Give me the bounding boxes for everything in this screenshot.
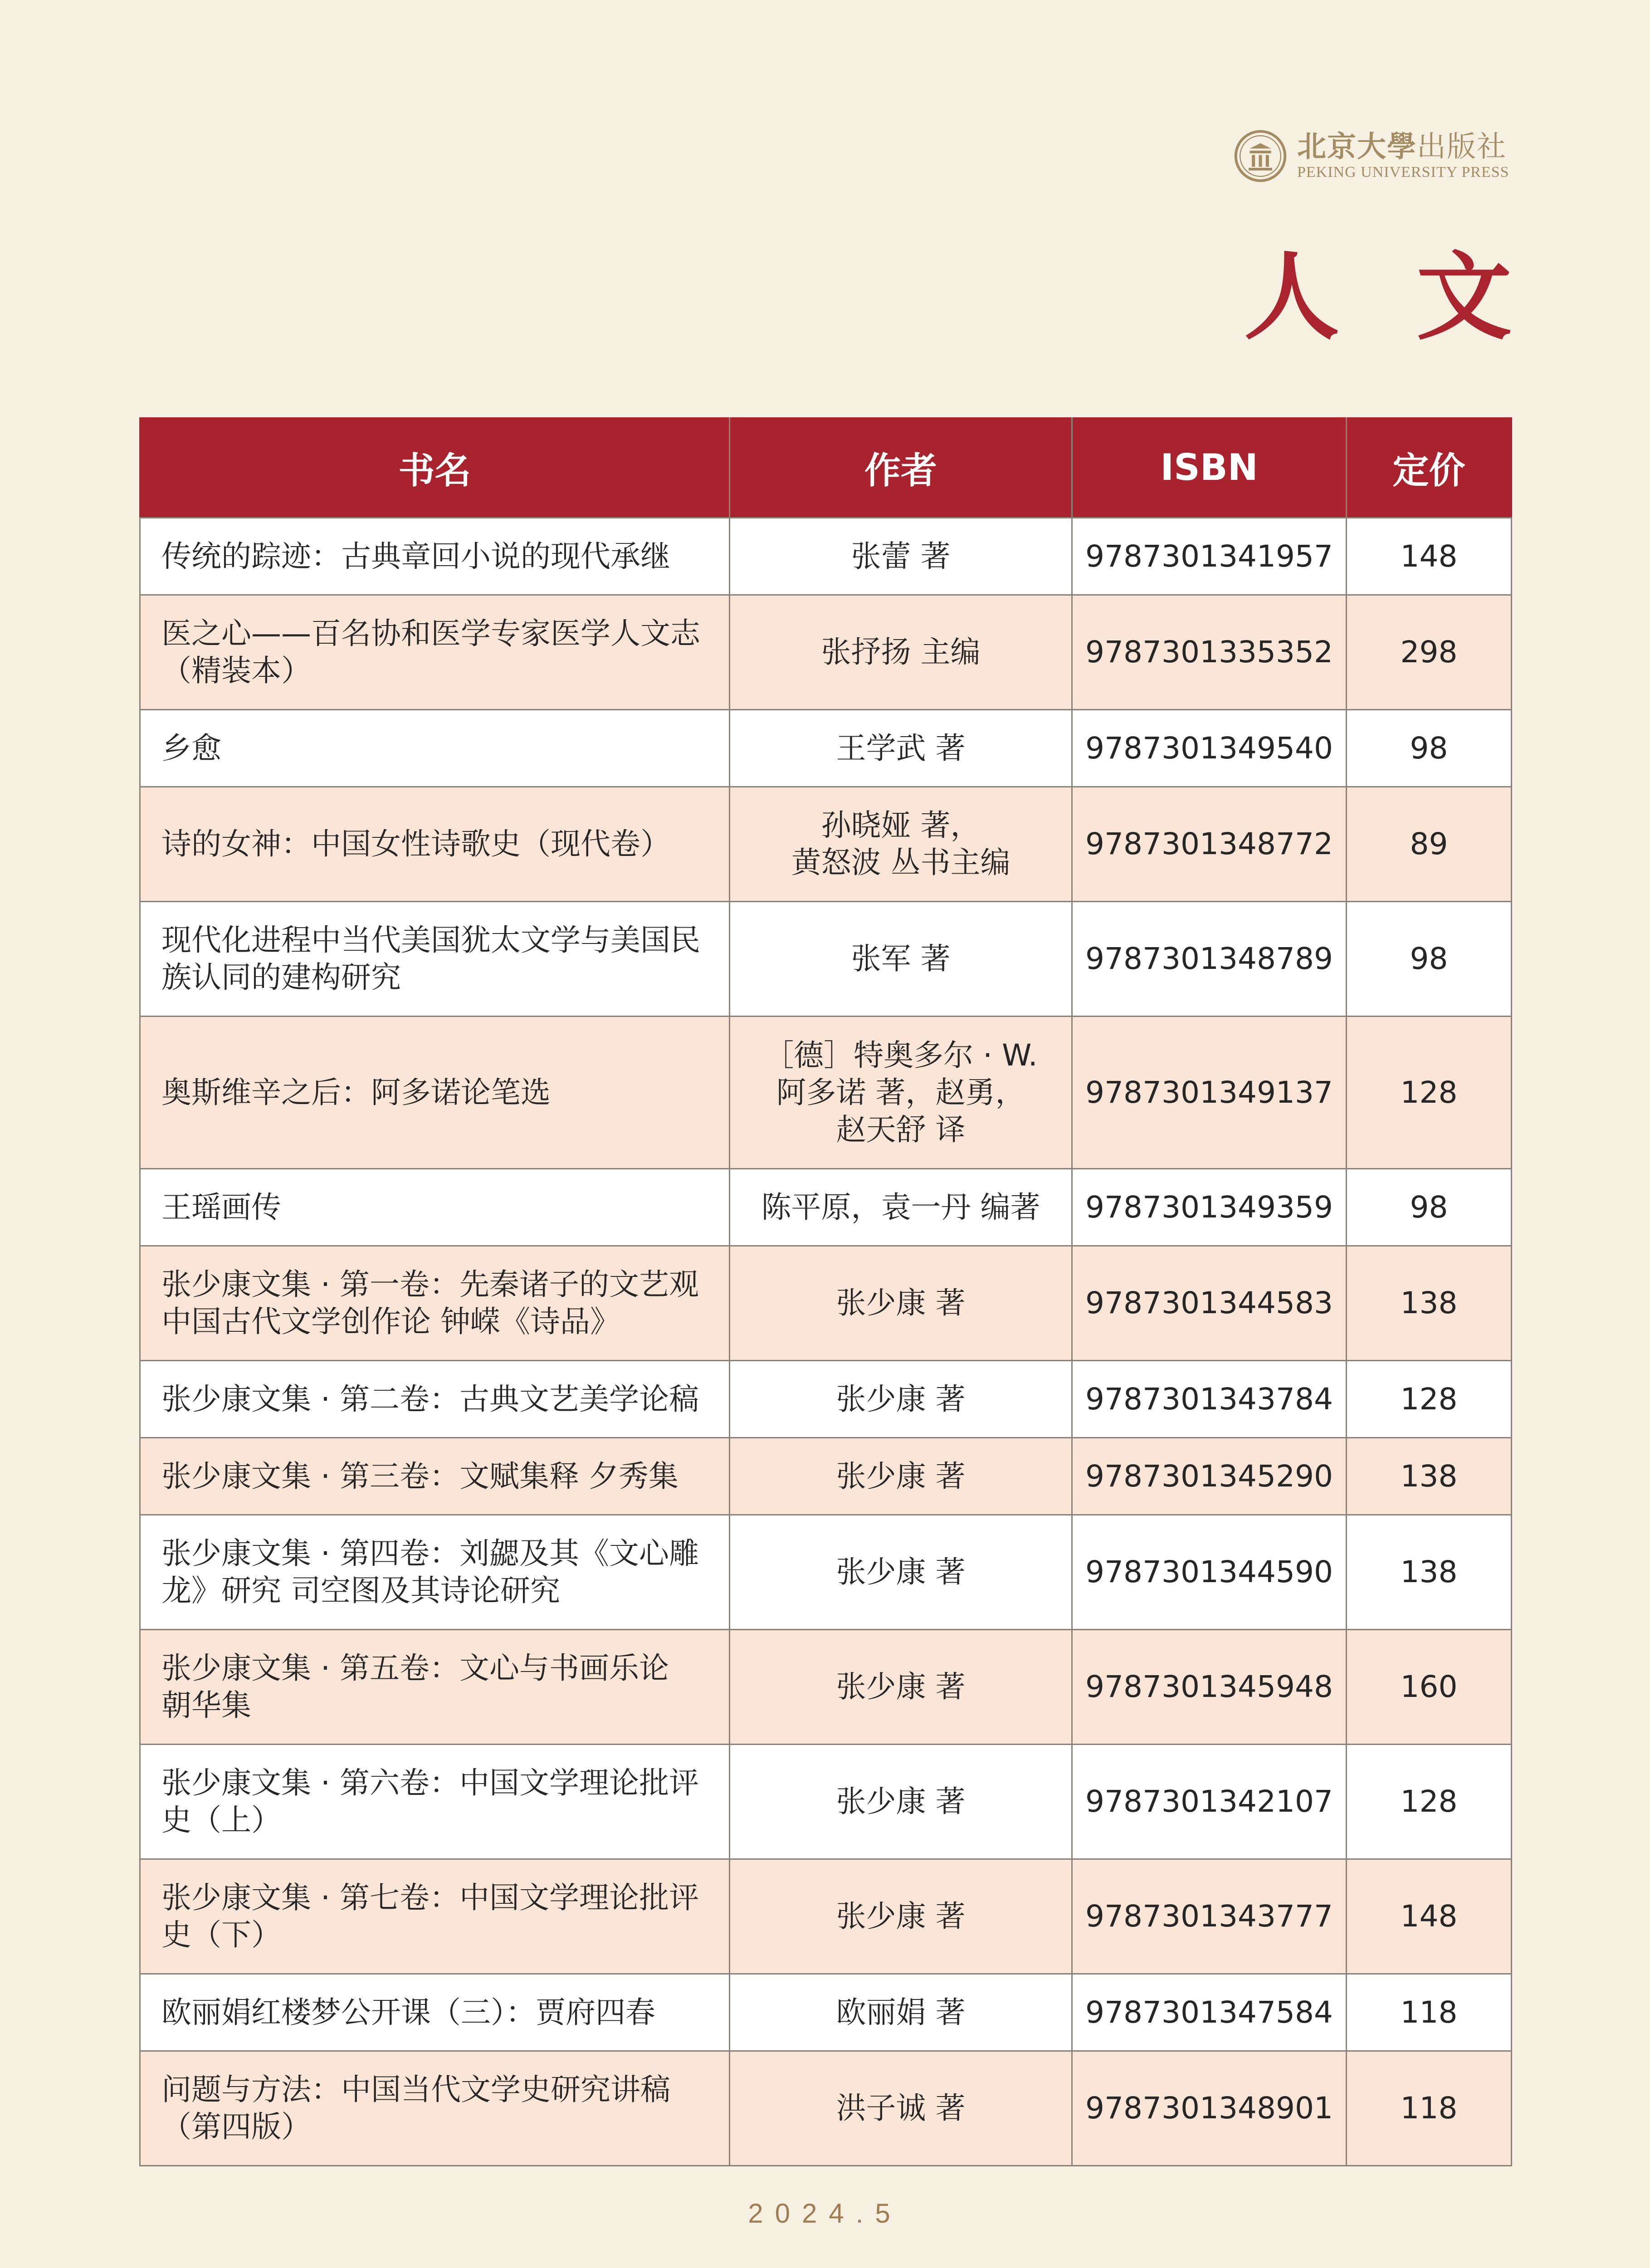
book-title-cell [140,1859,730,1974]
author-cell-line: 张少康 著 [836,1554,966,1589]
table-row [140,1630,1512,1745]
table-body [140,518,1512,2166]
book-title-cell-line: 龙》研究 司空图及其诗论研究 [161,1573,560,1608]
book-title-cell-line: 史（下） [161,1917,281,1952]
table-row [140,710,1512,787]
book-title-cell [140,1630,730,1745]
book-title-cell-line: （第四版） [161,2109,311,2144]
book-list-table [139,417,1512,2166]
author-cell-line: 张蕾 著 [851,538,951,574]
author-cell [730,902,1072,1017]
isbn-cell: 9787301335352 [1072,595,1347,710]
table-row [140,2051,1512,2166]
price-cell: 98 [1347,710,1512,787]
book-title-cell-line: 奥斯维辛之后：阿多诺论笔选 [161,1075,551,1110]
book-title-cell [140,595,730,710]
price-cell: 148 [1347,518,1512,595]
author-cell [730,2051,1072,2166]
publisher-logo [1234,129,1509,183]
section-title: 人文 [1244,241,1589,353]
author-cell-line: 王学武 著 [836,730,966,766]
author-cell-line: 张少康 著 [836,1899,966,1934]
price-cell: 148 [1347,1859,1512,1974]
isbn-cell: 9787301347584 [1072,1974,1347,2051]
table-row [140,595,1512,710]
book-title-cell-line: 中国古代文学创作论 钟嵘《诗品》 [161,1304,620,1339]
publisher-name-en: PEKING UNIVERSITY PRESS [1297,164,1509,181]
price-cell: 160 [1347,1630,1512,1745]
price-cell: 118 [1347,1974,1512,2051]
isbn-cell: 9787301349137 [1072,1017,1347,1169]
author-cell [730,787,1072,902]
book-title-cell [140,1438,730,1515]
author-cell-line: 黄怒波 丛书主编 [791,845,1011,880]
price-cell: 98 [1347,1169,1512,1246]
header-author: 作者 [730,417,1072,518]
author-cell-line: 阿多诺 著，赵勇， [776,1075,1025,1110]
isbn-cell: 9787301344590 [1072,1515,1347,1630]
book-title-cell-line: 欧丽娟红楼梦公开课（三）：贾府四春 [161,1994,655,2030]
price-cell: 138 [1347,1438,1512,1515]
isbn-cell: 9787301345948 [1072,1630,1347,1745]
table-row [140,1169,1512,1246]
author-cell [730,1515,1072,1630]
author-cell [730,1974,1072,2051]
book-title-cell [140,787,730,902]
book-title-cell-line: 传统的踪迹：古典章回小说的现代承继 [161,538,670,574]
isbn-cell: 9787301342107 [1072,1745,1347,1859]
author-cell-line: 陈平原，袁一丹 编著 [761,1189,1040,1225]
book-title-cell [140,710,730,787]
book-title-cell [140,1974,730,2051]
author-cell-line: 张少康 著 [836,1784,966,1819]
author-cell-line: 张少康 著 [836,1458,966,1494]
book-title-cell-line: （精装本） [161,653,311,688]
price-cell: 128 [1347,1017,1512,1169]
author-cell-line: 张少康 著 [836,1286,966,1320]
isbn-cell: 9787301341957 [1072,518,1347,595]
header-price: 定价 [1347,417,1512,518]
header-isbn: ISBN [1072,417,1347,518]
book-title-cell-line: 张少康文集 · 第六卷：中国文学理论批评 [161,1765,699,1800]
table-row [140,518,1512,595]
book-title-cell [140,902,730,1017]
book-title-cell-line: 现代化进程中当代美国犹太文学与美国民 [161,923,700,958]
isbn-cell: 9787301348789 [1072,902,1347,1017]
publication-date: 2024.5 [748,2198,902,2229]
table-row [140,1361,1512,1438]
author-cell [730,1169,1072,1246]
author-cell-line: 张少康 著 [836,1381,966,1417]
table-row [140,1859,1512,1974]
price-cell: 128 [1347,1745,1512,1859]
author-cell [730,518,1072,595]
isbn-cell: 9787301344583 [1072,1246,1347,1361]
author-cell [730,1246,1072,1361]
table-row [140,1745,1512,1859]
book-title-cell [140,1745,730,1859]
isbn-cell: 9787301349359 [1072,1169,1347,1246]
table-row [140,1438,1512,1515]
isbn-cell: 9787301348772 [1072,787,1347,902]
author-cell-line: 张军 著 [851,941,951,976]
book-title-cell-line: 史（上） [161,1803,281,1838]
table-row [140,902,1512,1017]
author-cell-line: ［德］特奥多尔 · W. [764,1037,1038,1073]
book-title-cell-line: 张少康文集 · 第七卷：中国文学理论批评 [161,1880,699,1915]
author-cell [730,1745,1072,1859]
isbn-cell: 9787301349540 [1072,710,1347,787]
isbn-cell: 9787301345290 [1072,1438,1347,1515]
book-title-cell-line: 王瑶画传 [161,1189,281,1225]
price-cell: 138 [1347,1246,1512,1361]
author-cell-line: 张少康 著 [836,1669,966,1704]
book-title-cell-line: 医之心——百名协和医学专家医学人文志 [161,616,700,651]
author-cell [730,1361,1072,1438]
price-cell: 298 [1347,595,1512,710]
author-cell-line: 欧丽娟 著 [836,1994,966,2030]
book-title-cell-line: 诗的女神：中国女性诗歌史（现代卷） [161,826,670,861]
table-header-row [140,417,1512,518]
author-cell [730,1438,1072,1515]
author-cell [730,1630,1072,1745]
book-title-cell-line: 张少康文集 · 第四卷：刘勰及其《文心雕 [161,1536,699,1571]
author-cell [730,595,1072,710]
author-cell-line: 洪子诚 著 [836,2091,966,2126]
author-cell [730,1017,1072,1169]
university-seal-icon [1234,129,1287,183]
book-title-cell-line: 张少康文集 · 第三卷：文赋集释 夕秀集 [161,1458,679,1494]
author-cell [730,710,1072,787]
book-title-cell-line: 张少康文集 · 第二卷：古典文艺美学论稿 [161,1381,699,1417]
book-title-cell [140,1169,730,1246]
book-title-cell [140,1361,730,1438]
table-row [140,1974,1512,2051]
table-row [140,787,1512,902]
book-title-cell-line: 族认同的建构研究 [161,960,401,995]
price-cell: 89 [1347,787,1512,902]
table-row [140,1246,1512,1361]
publisher-name-cn: 北京大學出版社 [1297,130,1507,164]
table-row [140,1515,1512,1630]
book-title-cell-line: 朝华集 [161,1688,251,1723]
book-title-cell [140,518,730,595]
book-title-cell-line: 张少康文集 · 第五卷：文心与书画乐论 [161,1651,669,1686]
price-cell: 138 [1347,1515,1512,1630]
book-title-cell [140,1515,730,1630]
book-title-cell [140,2051,730,2166]
price-cell: 128 [1347,1361,1512,1438]
header-title: 书名 [140,417,730,518]
isbn-cell: 9787301343777 [1072,1859,1347,1974]
table-row [140,1017,1512,1169]
author-cell-line: 孙晓娅 著， [821,808,981,843]
author-cell [730,1859,1072,1974]
isbn-cell: 9787301348901 [1072,2051,1347,2166]
price-cell: 98 [1347,902,1512,1017]
book-title-cell-line: 问题与方法：中国当代文学史研究讲稿 [161,2072,670,2107]
author-cell-line: 赵天舒 译 [836,1112,966,1147]
book-title-cell [140,1017,730,1169]
book-title-cell-line: 张少康文集 · 第一卷：先秦诸子的文艺观 [161,1267,699,1302]
book-title-cell [140,1246,730,1361]
book-title-cell-line: 乡愈 [161,730,221,766]
isbn-cell: 9787301343784 [1072,1361,1347,1438]
author-cell-line: 张抒扬 主编 [821,635,981,670]
price-cell: 118 [1347,2051,1512,2166]
